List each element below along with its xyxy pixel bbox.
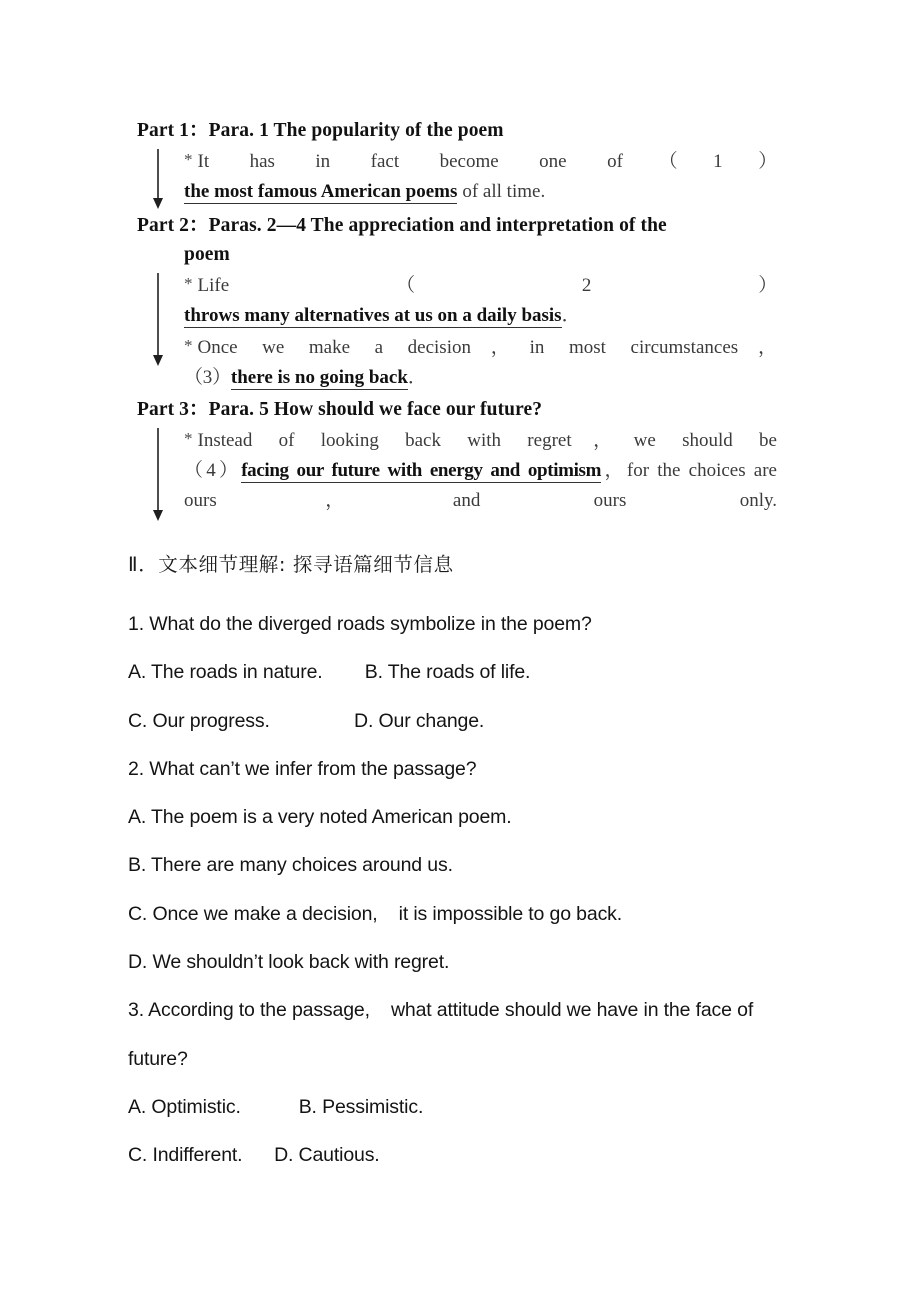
part-2-heading-separator: ： (189, 215, 209, 236)
part-2-bullet-2-answer-line (184, 363, 777, 393)
part-1-bullet-answer-line (184, 177, 777, 207)
part-3-detail-block (184, 424, 777, 516)
part-2-bullet-2-pre: Once we make a decision，in most circumstances， (197, 337, 777, 358)
option-1d[interactable]: D. Our change. (354, 709, 485, 732)
question-1-option-row-2 (128, 697, 828, 745)
question-1-stem: 1. What do the diverged roads symbolize in the poem? (128, 613, 592, 635)
part-3-bullet-post: ，for the choices are ours，and ours only. (184, 460, 777, 511)
question-1-option-row-1 (128, 648, 828, 696)
part-1-blank-marker: （1） (622, 151, 777, 172)
part-3-bullet-line-1 (184, 424, 777, 456)
question-2-option-b[interactable]: B. There are many choices around us. (128, 854, 453, 877)
down-arrow-icon (151, 149, 165, 211)
question-list (128, 600, 828, 1180)
part-1-detail-block (184, 145, 777, 207)
question-3-stem: 3. According to the passage, what attitude should we have in the face of (128, 999, 754, 1022)
bullet-star-icon: * (184, 429, 193, 448)
question-2-option-a[interactable]: A. The poem is a very noted American poem. (128, 806, 512, 829)
section-heading: Ⅱ．文本细节理解: 探寻语篇细节信息 (128, 553, 454, 576)
part-3-blank-marker: （4） (184, 460, 242, 481)
option-1a[interactable]: A. The roads in nature. (128, 661, 323, 684)
part-3-heading-lead: Part 3 (137, 399, 190, 420)
part-2-blank-marker-3: （3） (184, 367, 231, 388)
part-2-bullet-line-1 (184, 269, 777, 301)
part-2-bullet-1-post: ． (561, 305, 581, 326)
part-1-answer-text: the most famous American poems (184, 181, 458, 202)
question-2-option-c[interactable]: C. Once we make a decision, it is impossible to go back. (128, 902, 623, 925)
bullet-star-icon: * (184, 274, 193, 293)
option-1b[interactable]: B. The roads of life. (364, 661, 531, 684)
part-2-answer-text-2: throws many alternatives at us on a daily basis (184, 305, 562, 326)
part-1-heading-lead: Part 1 (137, 120, 190, 141)
part-1-bullet-post: of all time. (462, 181, 546, 202)
part-2-heading-rest: Paras. 2—4 The appreciation and interpretation of the (208, 215, 667, 236)
down-arrow-icon (151, 273, 165, 369)
part-2-heading-wrap: poem (184, 244, 230, 265)
option-1c[interactable]: C. Our progress. (128, 709, 270, 732)
part-1-heading-separator: ： (189, 120, 209, 141)
part-2-bullet-1-pre: Life (197, 275, 230, 296)
option-3a[interactable]: A. Optimistic. (128, 1095, 241, 1118)
question-3-option-row-1 (128, 1083, 828, 1131)
option-row-gap (241, 1096, 299, 1118)
outline-summary (137, 116, 777, 516)
down-arrow-icon (151, 428, 165, 524)
option-row-gap (242, 1144, 274, 1166)
part-1-bullet-pre: It has in fact become one of (197, 151, 623, 172)
part-3-heading-rest: Para. 5 How should we face our future? (208, 399, 543, 420)
bullet-star-icon: * (184, 150, 193, 169)
part-2-detail-block (184, 269, 777, 393)
part-2-heading (137, 211, 777, 269)
part-1-bullet-line-1 (184, 145, 777, 177)
part-2-bullet-2-post: ． (407, 367, 427, 388)
outline-part-2 (137, 211, 777, 393)
question-3-option-row-2 (128, 1131, 828, 1179)
bullet-star-icon: * (184, 336, 193, 355)
option-3d[interactable]: D. Cautious. (274, 1144, 380, 1167)
part-1-heading (137, 116, 777, 145)
option-row-gap (270, 710, 354, 732)
question-2-option-d[interactable]: D. We shouldn’t look back with regret. (128, 951, 450, 974)
question-2-stem: 2. What can’t we infer from the passage? (128, 757, 477, 780)
part-3-answer-text: facing our future with energy and optimism (241, 460, 602, 481)
part-3-heading-separator: ： (189, 399, 209, 420)
option-3c[interactable]: C. Indifferent. (128, 1144, 243, 1167)
part-3-bullet-pre: Instead of looking back with regret，we should be (197, 430, 777, 451)
outline-part-1 (137, 116, 777, 207)
part-2-blank-marker-2: （2） (229, 275, 777, 296)
part-2-bullet-1-answer-line (184, 301, 777, 331)
outline-part-3 (137, 395, 777, 516)
part-2-answer-text-3: there is no going back (230, 367, 408, 388)
option-3b[interactable]: B. Pessimistic. (298, 1095, 424, 1118)
part-3-bullet-answer-line (184, 456, 777, 516)
part-3-heading (137, 395, 777, 424)
option-row-gap (323, 661, 365, 683)
part-2-bullet-line-2 (184, 331, 777, 363)
part-1-heading-rest: Para. 1 The popularity of the poem (208, 120, 504, 141)
question-3-stem-wrap: future? (128, 1047, 188, 1070)
part-2-heading-lead: Part 2 (137, 215, 190, 236)
